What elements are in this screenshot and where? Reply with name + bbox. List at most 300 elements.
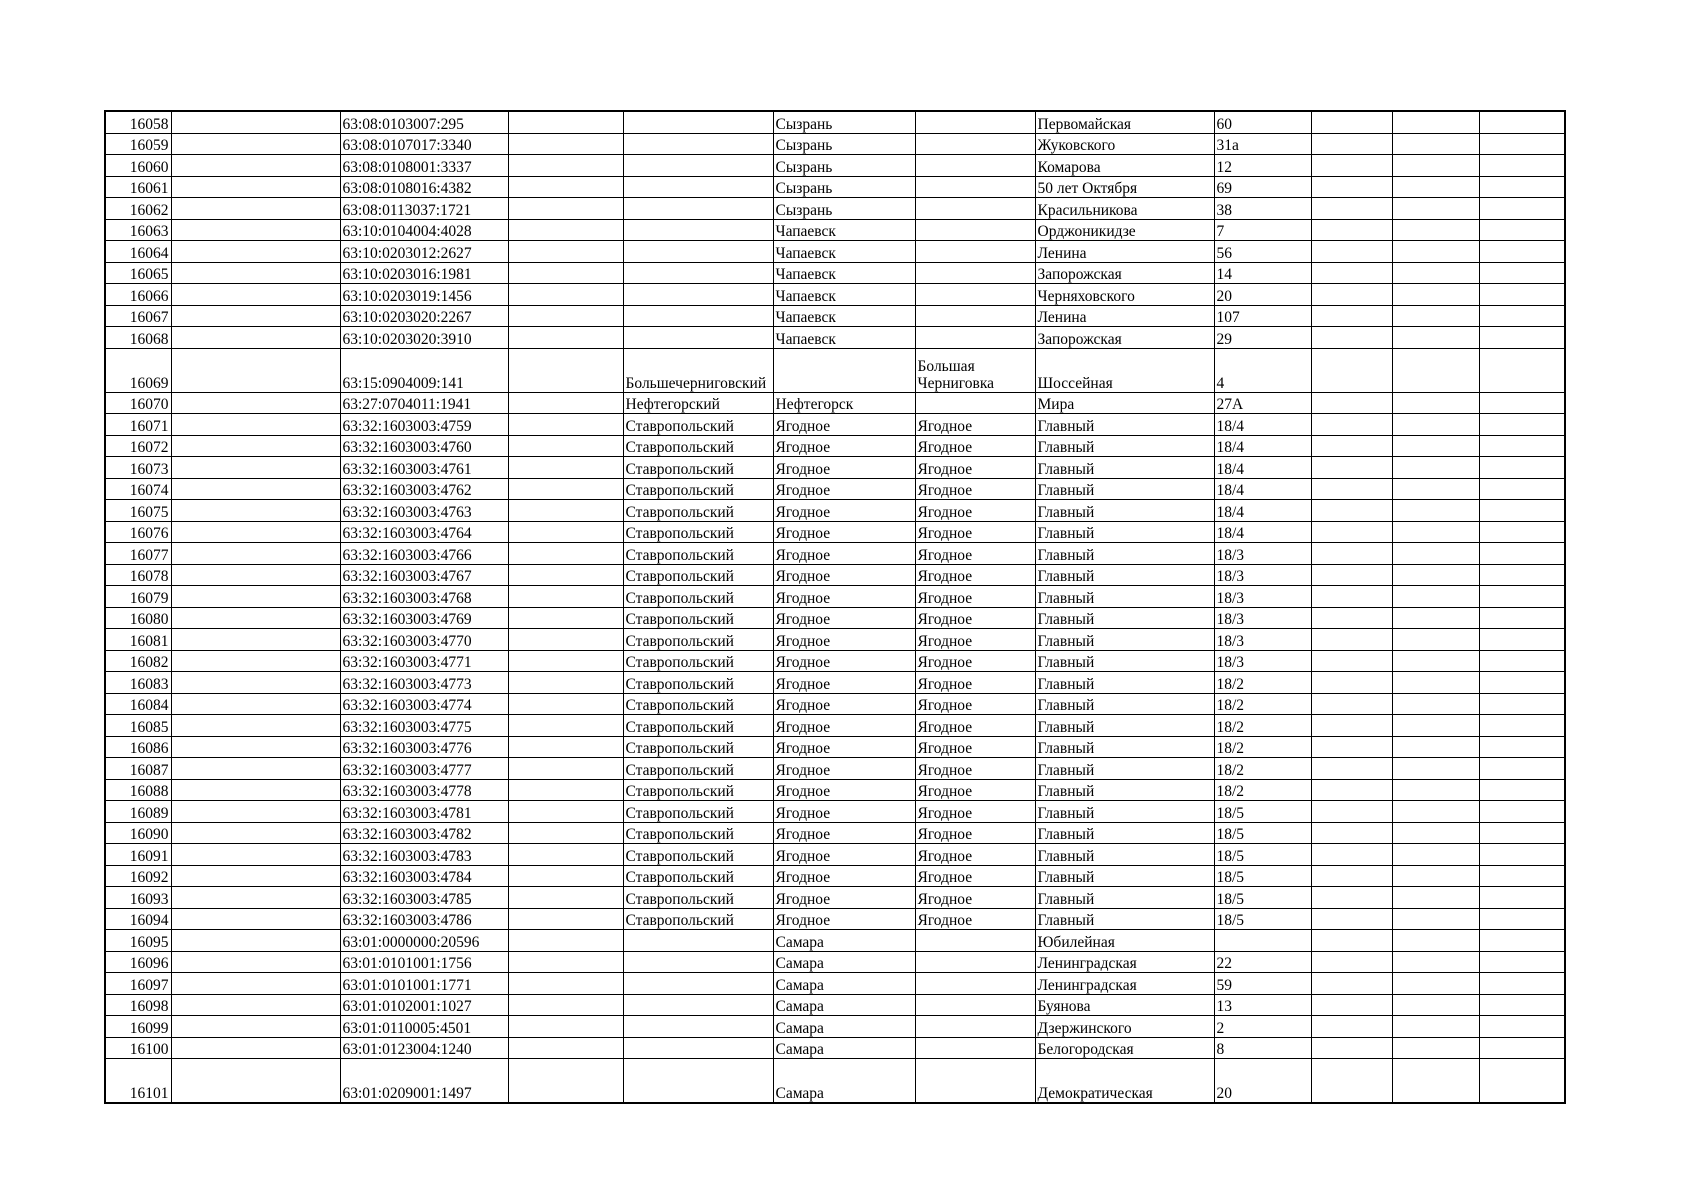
cell-house-number: 27А (1214, 392, 1311, 414)
cell-district: Ставропольский (623, 672, 773, 694)
cell-settlement: Ягодное (773, 865, 915, 887)
cell-blank-col-5 (1479, 865, 1565, 887)
cell-locality: Ягодное (915, 564, 1035, 586)
cell-cadastral-number: 63:32:1603003:4785 (340, 887, 508, 909)
cell-blank-col-3 (1311, 650, 1392, 672)
cell-street: Мира (1035, 392, 1214, 414)
cell-record-number: 16073 (105, 457, 171, 479)
cell-blank-col-4 (1392, 607, 1479, 629)
cell-street: Главный (1035, 865, 1214, 887)
cell-district: Ставропольский (623, 629, 773, 651)
cell-blank-col-4 (1392, 478, 1479, 500)
cell-blank-col-2 (508, 1016, 623, 1038)
cell-district: Ставропольский (623, 693, 773, 715)
cell-record-number: 16062 (105, 198, 171, 220)
cell-record-number: 16063 (105, 219, 171, 241)
cell-district: Ставропольский (623, 822, 773, 844)
cell-blank-col (171, 693, 340, 715)
cell-record-number: 16098 (105, 994, 171, 1016)
cell-blank-col-4 (1392, 629, 1479, 651)
cell-locality: Ягодное (915, 779, 1035, 801)
cell-record-number: 16093 (105, 887, 171, 909)
cell-house-number: 18/4 (1214, 500, 1311, 522)
cell-house-number: 31а (1214, 133, 1311, 155)
cell-street: Черняховского (1035, 284, 1214, 306)
cell-cadastral-number: 63:32:1603003:4781 (340, 801, 508, 823)
cell-locality (915, 241, 1035, 263)
cell-settlement: Ягодное (773, 478, 915, 500)
cell-blank-col-2 (508, 1059, 623, 1104)
cell-blank-col-5 (1479, 327, 1565, 349)
cell-locality: Ягодное (915, 822, 1035, 844)
cell-blank-col-2 (508, 629, 623, 651)
cell-blank-col-3 (1311, 586, 1392, 608)
cell-settlement: Самара (773, 930, 915, 952)
cell-blank-col-2 (508, 111, 623, 133)
cell-blank-col-3 (1311, 284, 1392, 306)
cell-locality: Ягодное (915, 844, 1035, 866)
cell-blank-col (171, 672, 340, 694)
cell-locality (915, 327, 1035, 349)
cell-blank-col-5 (1479, 348, 1565, 392)
cell-cadastral-number: 63:32:1603003:4763 (340, 500, 508, 522)
cell-blank-col-3 (1311, 435, 1392, 457)
cell-cadastral-number: 63:32:1603003:4766 (340, 543, 508, 565)
cell-blank-col (171, 284, 340, 306)
cell-cadastral-number: 63:32:1603003:4762 (340, 478, 508, 500)
cell-street: Главный (1035, 844, 1214, 866)
cell-blank-col-3 (1311, 478, 1392, 500)
cell-record-number: 16101 (105, 1059, 171, 1104)
cell-blank-col-4 (1392, 111, 1479, 133)
cell-locality: Ягодное (915, 521, 1035, 543)
cell-locality (915, 930, 1035, 952)
cell-house-number: 4 (1214, 348, 1311, 392)
cell-blank-col-3 (1311, 844, 1392, 866)
cell-street: Главный (1035, 758, 1214, 780)
cell-blank-col-5 (1479, 435, 1565, 457)
cell-blank-col (171, 607, 340, 629)
cell-record-number: 16090 (105, 822, 171, 844)
cell-cadastral-number: 63:32:1603003:4778 (340, 779, 508, 801)
cell-street: Ленина (1035, 241, 1214, 263)
cell-blank-col-4 (1392, 779, 1479, 801)
cell-record-number: 16069 (105, 348, 171, 392)
table-row (105, 414, 1565, 436)
cell-street: Орджоникидзе (1035, 219, 1214, 241)
cell-blank-col-4 (1392, 865, 1479, 887)
table-row (105, 736, 1565, 758)
cell-cadastral-number: 63:01:0123004:1240 (340, 1037, 508, 1059)
table-row (105, 629, 1565, 651)
cell-blank-col-4 (1392, 219, 1479, 241)
cell-blank-col-4 (1392, 1016, 1479, 1038)
cell-house-number: 20 (1214, 1059, 1311, 1104)
cell-cadastral-number: 63:01:0110005:4501 (340, 1016, 508, 1038)
cell-street: Главный (1035, 435, 1214, 457)
cell-settlement: Ягодное (773, 672, 915, 694)
cell-blank-col-4 (1392, 1059, 1479, 1104)
cell-district: Ставропольский (623, 908, 773, 930)
cell-blank-col-3 (1311, 155, 1392, 177)
cell-blank-col (171, 650, 340, 672)
table-row (105, 133, 1565, 155)
cell-blank-col-5 (1479, 564, 1565, 586)
cell-blank-col (171, 327, 340, 349)
cell-settlement: Ягодное (773, 715, 915, 737)
cell-blank-col-4 (1392, 414, 1479, 436)
cell-cadastral-number: 63:32:1603003:4777 (340, 758, 508, 780)
cell-record-number: 16086 (105, 736, 171, 758)
cell-settlement: Ягодное (773, 736, 915, 758)
cell-blank-col-5 (1479, 241, 1565, 263)
cell-district (623, 1059, 773, 1104)
cell-house-number (1214, 930, 1311, 952)
cell-street: Шоссейная (1035, 348, 1214, 392)
cell-record-number: 16066 (105, 284, 171, 306)
cell-record-number: 16084 (105, 693, 171, 715)
cell-blank-col-5 (1479, 155, 1565, 177)
cell-cadastral-number: 63:01:0000000:20596 (340, 930, 508, 952)
cell-blank-col-3 (1311, 1037, 1392, 1059)
cell-blank-col-2 (508, 241, 623, 263)
cell-settlement: Ягодное (773, 758, 915, 780)
cell-cadastral-number: 63:32:1603003:4775 (340, 715, 508, 737)
registry-table (104, 110, 1566, 1104)
cell-blank-col-3 (1311, 693, 1392, 715)
cell-blank-col-3 (1311, 715, 1392, 737)
cell-blank-col-5 (1479, 500, 1565, 522)
table-row (105, 478, 1565, 500)
cell-blank-col (171, 1037, 340, 1059)
table-row (105, 284, 1565, 306)
cell-blank-col (171, 930, 340, 952)
cell-blank-col-4 (1392, 305, 1479, 327)
cell-cadastral-number: 63:01:0102001:1027 (340, 994, 508, 1016)
cell-cadastral-number: 63:10:0104004:4028 (340, 219, 508, 241)
cell-locality: Ягодное (915, 758, 1035, 780)
cell-cadastral-number: 63:32:1603003:4770 (340, 629, 508, 651)
cell-blank-col-4 (1392, 262, 1479, 284)
table-row (105, 801, 1565, 823)
cell-blank-col-2 (508, 586, 623, 608)
cell-street: Юбилейная (1035, 930, 1214, 952)
cell-street: Главный (1035, 586, 1214, 608)
cell-blank-col-4 (1392, 822, 1479, 844)
cell-cadastral-number: 63:08:0113037:1721 (340, 198, 508, 220)
cell-blank-col-5 (1479, 973, 1565, 995)
cell-blank-col-3 (1311, 262, 1392, 284)
cell-blank-col-2 (508, 908, 623, 930)
cell-blank-col-2 (508, 435, 623, 457)
cell-record-number: 16087 (105, 758, 171, 780)
table-row (105, 887, 1565, 909)
cell-locality: Ягодное (915, 586, 1035, 608)
cell-settlement: Сызрань (773, 111, 915, 133)
cell-settlement (773, 348, 915, 392)
cell-blank-col (171, 155, 340, 177)
cell-locality (915, 111, 1035, 133)
cell-blank-col-4 (1392, 543, 1479, 565)
cell-blank-col-3 (1311, 1016, 1392, 1038)
cell-settlement: Чапаевск (773, 262, 915, 284)
cell-settlement: Самара (773, 1016, 915, 1038)
cell-blank-col (171, 908, 340, 930)
cell-street: Главный (1035, 693, 1214, 715)
cell-street: Главный (1035, 414, 1214, 436)
cell-record-number: 16058 (105, 111, 171, 133)
cell-blank-col-4 (1392, 994, 1479, 1016)
cell-record-number: 16094 (105, 908, 171, 930)
cell-blank-col (171, 133, 340, 155)
cell-district: Ставропольский (623, 543, 773, 565)
cell-blank-col-5 (1479, 607, 1565, 629)
table-row (105, 564, 1565, 586)
cell-blank-col-4 (1392, 392, 1479, 414)
cell-blank-col-5 (1479, 629, 1565, 651)
cell-blank-col-4 (1392, 241, 1479, 263)
table-row (105, 348, 1565, 392)
cell-street: Главный (1035, 543, 1214, 565)
cell-settlement: Чапаевск (773, 241, 915, 263)
cell-blank-col-2 (508, 305, 623, 327)
cell-cadastral-number: 63:01:0101001:1771 (340, 973, 508, 995)
cell-settlement: Ягодное (773, 844, 915, 866)
cell-settlement: Сызрань (773, 155, 915, 177)
cell-blank-col (171, 586, 340, 608)
cell-house-number: 18/5 (1214, 908, 1311, 930)
cell-blank-col-3 (1311, 133, 1392, 155)
cell-blank-col-5 (1479, 262, 1565, 284)
cell-blank-col-2 (508, 155, 623, 177)
cell-district: Ставропольский (623, 607, 773, 629)
cell-locality: Ягодное (915, 801, 1035, 823)
cell-street: Дзержинского (1035, 1016, 1214, 1038)
cell-blank-col-5 (1479, 305, 1565, 327)
cell-blank-col-4 (1392, 198, 1479, 220)
cell-blank-col-2 (508, 801, 623, 823)
cell-street: Главный (1035, 801, 1214, 823)
cell-district: Ставропольский (623, 865, 773, 887)
cell-blank-col-4 (1392, 801, 1479, 823)
cell-house-number: 18/3 (1214, 650, 1311, 672)
cell-blank-col-2 (508, 414, 623, 436)
cell-blank-col (171, 801, 340, 823)
cell-blank-col-3 (1311, 327, 1392, 349)
cell-blank-col-3 (1311, 865, 1392, 887)
cell-blank-col-2 (508, 736, 623, 758)
cell-blank-col (171, 1059, 340, 1104)
cell-record-number: 16099 (105, 1016, 171, 1038)
cell-blank-col-5 (1479, 951, 1565, 973)
cell-blank-col-5 (1479, 758, 1565, 780)
cell-district (623, 951, 773, 973)
cell-locality: Ягодное (915, 607, 1035, 629)
cell-blank-col (171, 500, 340, 522)
cell-locality: Ягодное (915, 672, 1035, 694)
cell-settlement: Ягодное (773, 414, 915, 436)
cell-blank-col-3 (1311, 305, 1392, 327)
cell-locality (915, 994, 1035, 1016)
table-row (105, 392, 1565, 414)
cell-blank-col-2 (508, 951, 623, 973)
cell-district: Ставропольский (623, 478, 773, 500)
table-row (105, 457, 1565, 479)
cell-blank-col-4 (1392, 930, 1479, 952)
cell-settlement: Ягодное (773, 435, 915, 457)
cell-cadastral-number: 63:32:1603003:4764 (340, 521, 508, 543)
cell-blank-col-5 (1479, 457, 1565, 479)
cell-blank-col (171, 951, 340, 973)
cell-record-number: 16082 (105, 650, 171, 672)
cell-blank-col (171, 348, 340, 392)
cell-street: Главный (1035, 908, 1214, 930)
table-row (105, 715, 1565, 737)
cell-blank-col (171, 111, 340, 133)
cell-blank-col-5 (1479, 693, 1565, 715)
cell-blank-col-5 (1479, 1059, 1565, 1104)
cell-house-number: 20 (1214, 284, 1311, 306)
cell-cadastral-number: 63:32:1603003:4760 (340, 435, 508, 457)
cell-district (623, 973, 773, 995)
cell-cadastral-number: 63:01:0101001:1756 (340, 951, 508, 973)
cell-cadastral-number: 63:32:1603003:4771 (340, 650, 508, 672)
table-row (105, 672, 1565, 694)
cell-street: Ленина (1035, 305, 1214, 327)
cell-blank-col-3 (1311, 348, 1392, 392)
cell-blank-col-4 (1392, 973, 1479, 995)
cell-locality: Ягодное (915, 414, 1035, 436)
cell-blank-col-4 (1392, 736, 1479, 758)
cell-blank-col-3 (1311, 198, 1392, 220)
cell-house-number: 14 (1214, 262, 1311, 284)
cell-settlement: Самара (773, 951, 915, 973)
cell-blank-col-3 (1311, 994, 1392, 1016)
cell-record-number: 16061 (105, 176, 171, 198)
cell-house-number: 18/5 (1214, 844, 1311, 866)
cell-blank-col (171, 198, 340, 220)
cell-settlement: Ягодное (773, 500, 915, 522)
table-row (105, 305, 1565, 327)
cell-record-number: 16067 (105, 305, 171, 327)
cell-cadastral-number: 63:08:0108016:4382 (340, 176, 508, 198)
cell-cadastral-number: 63:32:1603003:4773 (340, 672, 508, 694)
cell-blank-col-3 (1311, 758, 1392, 780)
cell-settlement: Чапаевск (773, 305, 915, 327)
cell-district (623, 262, 773, 284)
cell-street: Первомайская (1035, 111, 1214, 133)
cell-blank-col-4 (1392, 564, 1479, 586)
table-row (105, 241, 1565, 263)
cell-cadastral-number: 63:08:0107017:3340 (340, 133, 508, 155)
cell-settlement: Самара (773, 1037, 915, 1059)
cell-record-number: 16074 (105, 478, 171, 500)
cell-blank-col (171, 1016, 340, 1038)
cell-blank-col (171, 305, 340, 327)
cell-street: Главный (1035, 887, 1214, 909)
table-row (105, 435, 1565, 457)
cell-locality: Ягодное (915, 908, 1035, 930)
cell-district (623, 219, 773, 241)
cell-blank-col-5 (1479, 650, 1565, 672)
cell-locality (915, 1037, 1035, 1059)
cell-cadastral-number: 63:08:0108001:3337 (340, 155, 508, 177)
cell-house-number: 18/4 (1214, 457, 1311, 479)
cell-locality: Ягодное (915, 435, 1035, 457)
cell-house-number: 18/3 (1214, 629, 1311, 651)
cell-locality: Ягодное (915, 478, 1035, 500)
cell-blank-col-3 (1311, 500, 1392, 522)
cell-locality: Ягодное (915, 887, 1035, 909)
cell-blank-col-2 (508, 693, 623, 715)
cell-blank-col-3 (1311, 887, 1392, 909)
cell-blank-col (171, 887, 340, 909)
cell-house-number: 59 (1214, 973, 1311, 995)
cell-settlement: Ягодное (773, 457, 915, 479)
cell-settlement: Самара (773, 994, 915, 1016)
cell-settlement: Самара (773, 1059, 915, 1104)
cell-settlement: Сызрань (773, 198, 915, 220)
cell-record-number: 16077 (105, 543, 171, 565)
cell-blank-col-4 (1392, 887, 1479, 909)
cell-blank-col-3 (1311, 930, 1392, 952)
cell-settlement: Ягодное (773, 822, 915, 844)
cell-record-number: 16085 (105, 715, 171, 737)
cell-blank-col-3 (1311, 176, 1392, 198)
cell-settlement: Ягодное (773, 887, 915, 909)
cell-blank-col (171, 865, 340, 887)
cell-settlement: Ягодное (773, 543, 915, 565)
cell-blank-col (171, 973, 340, 995)
cell-blank-col-3 (1311, 672, 1392, 694)
cell-cadastral-number: 63:27:0704011:1941 (340, 392, 508, 414)
table-row (105, 155, 1565, 177)
cell-blank-col-5 (1479, 844, 1565, 866)
table-row (105, 111, 1565, 133)
cell-blank-col-2 (508, 133, 623, 155)
cell-street: Жуковского (1035, 133, 1214, 155)
cell-cadastral-number: 63:32:1603003:4768 (340, 586, 508, 608)
cell-street: Демократическая (1035, 1059, 1214, 1104)
cell-blank-col-3 (1311, 801, 1392, 823)
cell-house-number: 22 (1214, 951, 1311, 973)
cell-blank-col-5 (1479, 543, 1565, 565)
cell-blank-col-5 (1479, 779, 1565, 801)
cell-district: Ставропольский (623, 801, 773, 823)
cell-settlement: Ягодное (773, 607, 915, 629)
cell-house-number: 18/3 (1214, 586, 1311, 608)
cell-blank-col-2 (508, 457, 623, 479)
cell-settlement: Ягодное (773, 693, 915, 715)
cell-settlement: Нефтегорск (773, 392, 915, 414)
cell-district: Ставропольский (623, 736, 773, 758)
cell-blank-col-3 (1311, 241, 1392, 263)
cell-record-number: 16071 (105, 414, 171, 436)
cell-blank-col-2 (508, 219, 623, 241)
cell-district (623, 1037, 773, 1059)
cell-blank-col-5 (1479, 994, 1565, 1016)
cell-settlement: Чапаевск (773, 219, 915, 241)
cell-cadastral-number: 63:32:1603003:4769 (340, 607, 508, 629)
cell-blank-col-2 (508, 564, 623, 586)
cell-district (623, 930, 773, 952)
cell-blank-col-4 (1392, 327, 1479, 349)
cell-blank-col-3 (1311, 392, 1392, 414)
cell-blank-col (171, 176, 340, 198)
cell-blank-col-5 (1479, 414, 1565, 436)
cell-house-number: 18/5 (1214, 822, 1311, 844)
cell-locality: Ягодное (915, 865, 1035, 887)
